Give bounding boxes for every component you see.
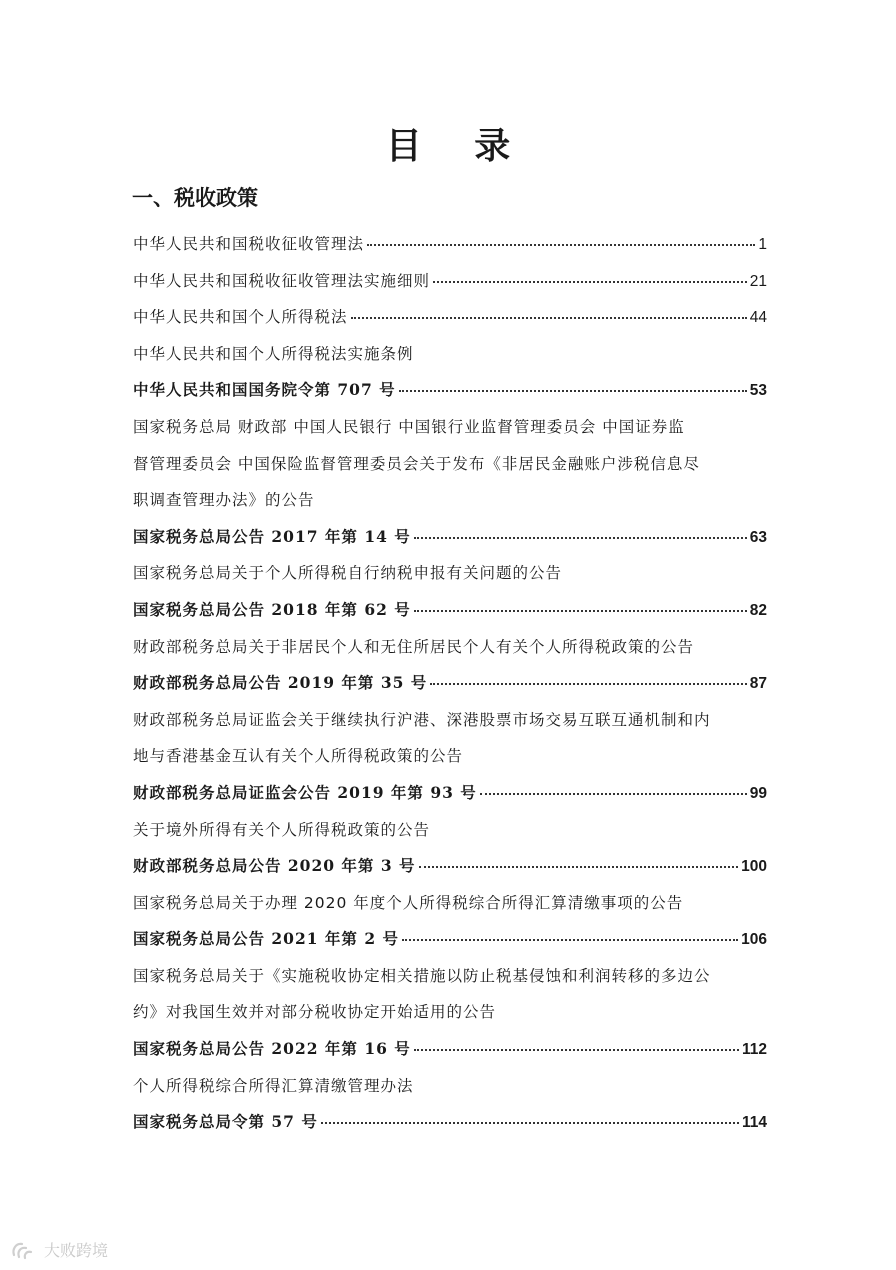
toc-page-number: 82 [749, 601, 767, 619]
toc-description-line: 国家税务总局关于个人所得税自行纳税申报有关问题的公告 [133, 564, 563, 583]
toc-page-number: 21 [749, 272, 767, 290]
toc-entry[interactable] [133, 921, 767, 958]
toc-entry[interactable] [133, 775, 767, 812]
toc-entry-title: 财政部税务总局公告 2020 年第 3 号 [133, 856, 416, 876]
toc-description-line: 地与香港基金互认有关个人所得税政策的公告 [133, 747, 464, 766]
watermark-logo-icon [10, 1239, 40, 1261]
dot-leader [414, 536, 747, 539]
toc-entry-title: 国家税务总局公告 2018 年第 62 号 [133, 599, 411, 619]
toc-description-line: 中华人民共和国个人所得税法实施条例 [133, 344, 414, 363]
watermark-text: 大败跨境 [44, 1241, 109, 1260]
dot-leader [399, 389, 747, 392]
toc-page-number: 112 [741, 1041, 767, 1059]
toc-entry[interactable] [133, 519, 767, 556]
dot-leader [419, 865, 739, 868]
toc-entry[interactable] [133, 848, 767, 885]
section-heading: 一、税收政策 [132, 186, 258, 210]
toc-entry-title: 国家税务总局公告 2021 年第 2 号 [133, 929, 400, 949]
toc-page-number: 87 [749, 675, 767, 693]
toc-entry-title: 中华人民共和国税收征收管理法实施细则 [133, 271, 431, 290]
toc-entry-title: 财政部税务总局公告 2019 年第 35 号 [133, 673, 428, 693]
toc-description-line: 国家税务总局关于《实施税收协定相关措施以防止税基侵蚀和利润转移的多边公 [133, 966, 711, 985]
toc-page-number: 53 [749, 382, 767, 400]
dot-leader [367, 243, 755, 246]
dot-leader [433, 280, 747, 283]
page-title: 目 录 [385, 126, 531, 167]
toc-description-line: 个人所得税综合所得汇算清缴管理办法 [133, 1076, 414, 1095]
toc-description-line: 约》对我国生效并对部分税收协定开始适用的公告 [133, 1003, 497, 1022]
toc-page-number: 44 [749, 309, 767, 327]
toc-page-number: 99 [749, 784, 767, 802]
toc-description-line: 国家税务总局关于办理 2020 年度个人所得税综合所得汇算清缴事项的公告 [133, 893, 684, 912]
dot-leader [351, 316, 747, 319]
toc-entry[interactable] [133, 1104, 767, 1141]
toc-entry-title: 国家税务总局令第 57 号 [133, 1112, 318, 1132]
toc-entry-title: 国家税务总局公告 2022 年第 16 号 [133, 1039, 411, 1059]
toc-description-line: 财政部税务总局关于非居民个人和无住所居民个人有关个人所得税政策的公告 [133, 637, 695, 656]
toc-description-line: 国家税务总局 财政部 中国人民银行 中国银行业监督管理委员会 中国证券监 [133, 417, 685, 436]
table-of-contents [133, 226, 767, 1141]
toc-description-line: 职调查管理办法》的公告 [133, 491, 315, 510]
toc-entry[interactable] [133, 1031, 767, 1068]
dot-leader [480, 792, 747, 795]
toc-page-number: 100 [741, 858, 767, 876]
toc-entry[interactable] [133, 372, 767, 409]
toc-page-number: 63 [749, 528, 767, 546]
toc-page-number: 1 [758, 236, 767, 253]
toc-entry-title: 中华人民共和国个人所得税法 [133, 308, 348, 327]
watermark [10, 1238, 108, 1261]
toc-entry-title: 中华人民共和国国务院令第 707 号 [133, 380, 396, 400]
toc-entry-title: 财政部税务总局证监会公告 2019 年第 93 号 [133, 782, 477, 802]
toc-page-number: 106 [741, 931, 767, 949]
toc-page-number: 114 [741, 1114, 767, 1132]
toc-entry[interactable] [133, 299, 767, 336]
toc-entry[interactable] [133, 263, 767, 300]
toc-entry-title: 中华人民共和国税收征收管理法 [133, 235, 365, 253]
dot-leader [430, 682, 746, 685]
toc-description-line: 关于境外所得有关个人所得税政策的公告 [133, 820, 431, 839]
toc-entry[interactable] [133, 226, 767, 263]
dot-leader [321, 1121, 739, 1124]
dot-leader [402, 938, 738, 941]
toc-description-line: 督管理委员会 中国保险监督管理委员会关于发布《非居民金融账户涉税信息尽 [133, 454, 700, 473]
toc-description-line: 财政部税务总局证监会关于继续执行沪港、深港股票市场交易互联互通机制和内 [133, 710, 711, 729]
dot-leader [414, 1048, 739, 1051]
toc-entry[interactable] [133, 592, 767, 629]
toc-entry-title: 国家税务总局公告 2017 年第 14 号 [133, 526, 411, 546]
toc-entry[interactable] [133, 665, 767, 702]
dot-leader [414, 609, 747, 612]
